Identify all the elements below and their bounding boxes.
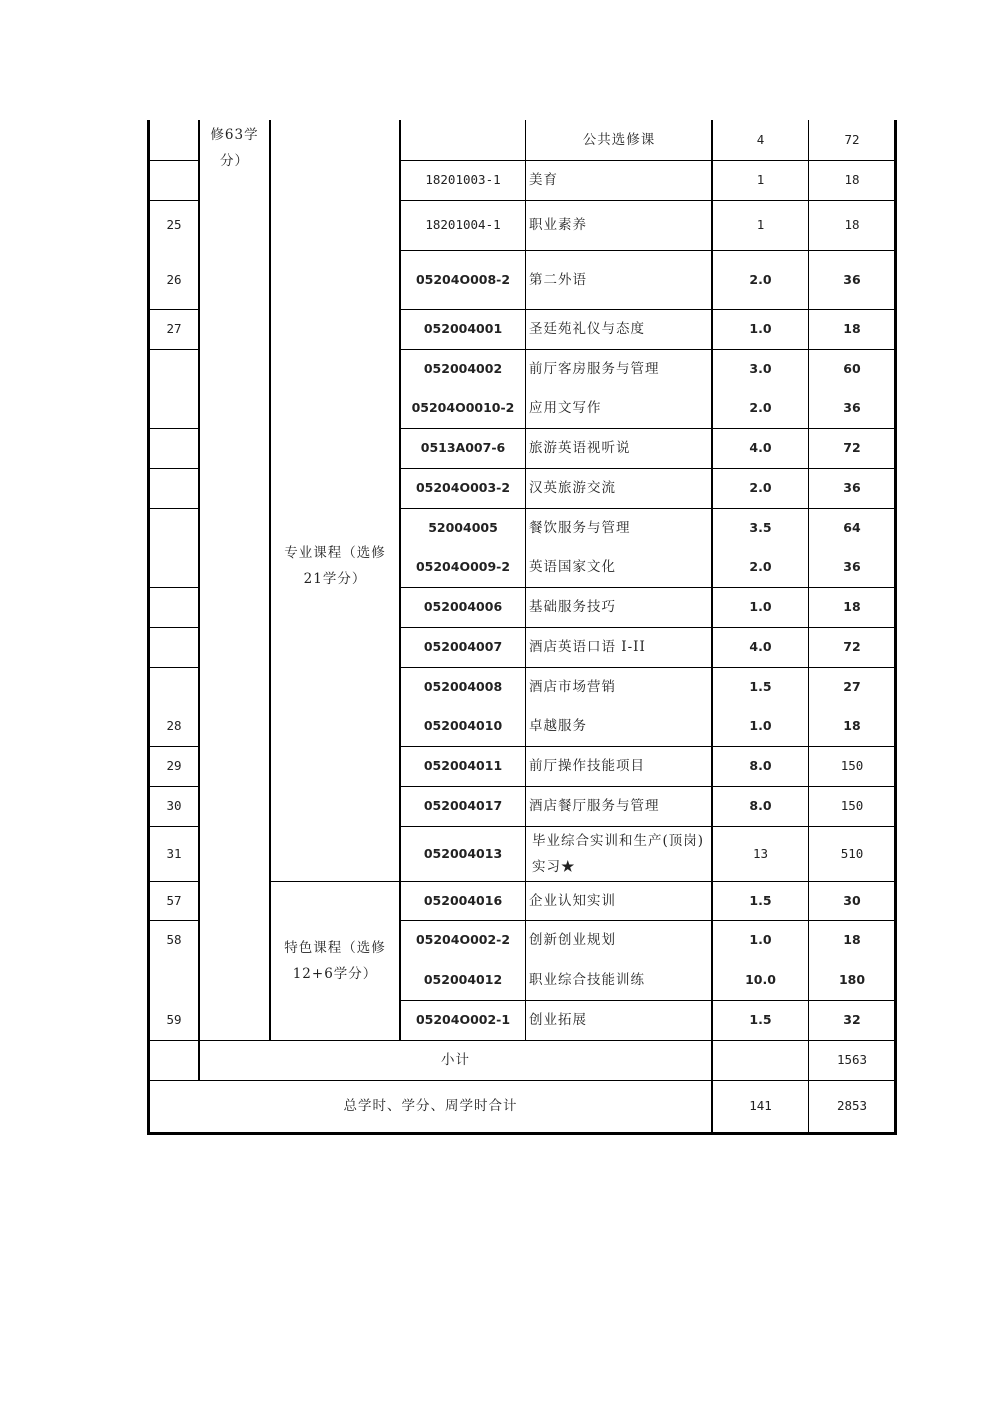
course-code: 18201004-1	[425, 217, 501, 232]
row-rule	[400, 508, 895, 509]
row-rule	[149, 309, 199, 310]
row-rule	[400, 826, 895, 827]
course-code: 05204O003-2	[415, 480, 511, 495]
credit-value: 13	[752, 845, 769, 861]
course-name: 酒店餐厅服务与管理	[529, 798, 660, 814]
hours-value: 180	[838, 972, 866, 987]
credit-value: 1.5	[749, 1012, 772, 1027]
column-rule	[711, 120, 713, 1132]
course-code: 05204O008-2	[415, 271, 511, 287]
course-code: 052004001	[423, 321, 503, 336]
row-number: 29	[166, 758, 182, 773]
row-number: 31	[166, 845, 182, 861]
hours-value: 36	[843, 271, 861, 287]
outer-bottom-border	[147, 1132, 897, 1135]
course-name: 第二外语	[529, 271, 587, 288]
credit-value: 2.0	[749, 400, 772, 415]
row-rule	[149, 468, 199, 469]
hours-value: 60	[843, 360, 861, 376]
course-code: 052004007	[423, 639, 503, 654]
hours-value: 18	[843, 599, 861, 614]
row-rule	[149, 508, 199, 509]
row-number: 59	[166, 1012, 182, 1027]
credit-value: 3.0	[749, 360, 772, 376]
group-label-required: 修63学分）	[210, 127, 259, 169]
course-code: 052004012	[423, 972, 503, 987]
credit-value: 1.5	[749, 892, 772, 908]
course-name: 圣廷苑礼仪与态度	[529, 321, 645, 337]
row-rule	[400, 1000, 895, 1001]
row-rule	[149, 428, 199, 429]
hours-value: 36	[843, 480, 861, 495]
row-rule	[400, 881, 895, 882]
row-rule	[400, 627, 895, 628]
row-number	[149, 627, 199, 667]
row-number: 58	[166, 932, 182, 947]
credit-value: 8.0	[749, 798, 772, 813]
course-name: 企业认知实训	[529, 892, 616, 909]
subtotal-hours: 1563	[836, 1052, 868, 1067]
row-rule	[400, 250, 895, 251]
hours-value: 64	[843, 519, 861, 535]
row-number	[149, 667, 199, 706]
hours-value: 150	[840, 798, 864, 813]
column-rule	[198, 120, 200, 1080]
row-number	[149, 547, 199, 587]
course-name: 职业素养	[529, 217, 587, 233]
course-code: 052004006	[423, 599, 503, 614]
total-hours: 2853	[836, 1098, 868, 1113]
course-name: 美育	[529, 172, 558, 188]
column-rule	[269, 120, 271, 1040]
row-rule	[149, 627, 199, 628]
course-name: 职业综合技能训练	[529, 972, 645, 988]
course-name: 汉英旅游交流	[529, 480, 616, 496]
group-label-special: 特色课程（选修12+6学分）	[284, 939, 386, 982]
row-number	[149, 388, 199, 428]
credit-value: 4.0	[749, 639, 772, 654]
row-number: 28	[166, 718, 182, 733]
credit-value: 1.0	[749, 932, 772, 947]
hours-value: 30	[843, 892, 861, 908]
credit-value: 3.5	[749, 519, 772, 535]
course-code: 0513A007-6	[420, 440, 506, 455]
row-rule	[149, 881, 199, 882]
hours-value: 18	[844, 217, 860, 232]
row-rule	[149, 826, 199, 827]
row-rule	[400, 786, 895, 787]
row-number: 30	[166, 798, 182, 813]
row-rule	[149, 1080, 895, 1081]
row-number	[149, 508, 199, 547]
row-rule	[400, 587, 895, 588]
credit-value: 10.0	[745, 972, 776, 987]
course-name: 公共选修课	[582, 132, 656, 148]
row-rule	[149, 587, 199, 588]
course-code: 05204O0010-2	[411, 400, 515, 415]
row-rule	[149, 920, 199, 921]
credit-value: 1.0	[749, 321, 772, 336]
row-rule	[400, 667, 895, 668]
course-name: 前厅客房服务与管理	[529, 360, 660, 377]
course-code: 05204O002-2	[415, 932, 511, 947]
credit-value: 2.0	[749, 480, 772, 495]
course-name: 应用文写作	[529, 400, 602, 416]
hours-value: 72	[844, 132, 860, 147]
hours-value: 18	[843, 932, 861, 947]
course-code: 052004017	[423, 798, 503, 813]
course-code: 052004013	[423, 845, 503, 861]
course-name: 毕业综合实训和生产(顶岗)实习★	[532, 832, 705, 875]
hours-value: 72	[843, 440, 861, 455]
row-rule	[149, 1040, 199, 1041]
column-rule	[399, 120, 401, 1040]
row-rule	[400, 160, 895, 161]
course-code	[400, 120, 526, 160]
row-rule	[400, 468, 895, 469]
row-rule	[400, 309, 895, 310]
row-rule	[400, 746, 895, 747]
credit-value: 4.0	[749, 440, 772, 455]
column-rule	[808, 120, 809, 1132]
credit-value: 2.0	[749, 271, 772, 287]
credit-value: 1.5	[749, 678, 772, 694]
credit-value: 8.0	[749, 758, 772, 773]
row-number	[149, 120, 199, 160]
column-rule	[525, 120, 526, 1040]
course-code: 052004008	[423, 678, 503, 694]
row-rule	[149, 349, 199, 350]
row-rule	[199, 1040, 895, 1041]
group-label-major: 专业课程（选修21学分）	[284, 544, 386, 587]
course-code: 05204O002-1	[415, 1012, 511, 1027]
subtotal-credit	[712, 1040, 809, 1080]
credit-value: 2.0	[749, 559, 772, 574]
course-name: 卓越服务	[529, 718, 587, 734]
hours-value: 150	[840, 758, 864, 773]
row-number	[149, 349, 199, 388]
hours-value: 27	[843, 678, 861, 694]
row-number	[149, 468, 199, 508]
row-rule	[149, 200, 199, 201]
row-number: 27	[166, 321, 182, 336]
total-label: 总学时、学分、周学时合计	[343, 1098, 518, 1114]
course-code: 18201003-1	[425, 172, 501, 187]
row-rule	[400, 349, 895, 350]
total-credit: 141	[749, 1098, 772, 1113]
course-code: 05204O009-2	[415, 559, 511, 574]
credit-value: 1.0	[749, 599, 772, 614]
course-code: 052004011	[423, 758, 503, 773]
row-rule	[149, 786, 199, 787]
credit-value: 4	[756, 132, 765, 147]
hours-value: 36	[843, 400, 861, 415]
row-rule	[400, 200, 895, 201]
course-code: 052004016	[423, 892, 503, 908]
course-name: 旅游英语视听说	[529, 440, 631, 456]
row-rule	[270, 881, 400, 882]
row-number	[149, 960, 199, 1000]
credit-value: 1	[756, 217, 765, 232]
row-rule	[400, 920, 895, 921]
hours-value: 72	[843, 639, 861, 654]
subtotal-label: 小计	[441, 1052, 470, 1068]
course-name: 创新创业规划	[529, 932, 616, 948]
course-name: 英语国家文化	[529, 559, 616, 575]
row-number	[149, 587, 199, 627]
row-rule	[149, 667, 199, 668]
course-name: 酒店英语口语 I-II	[529, 639, 646, 655]
course-name: 酒店市场营销	[529, 678, 616, 695]
row-number: 26	[166, 271, 182, 287]
course-code: 52004005	[428, 519, 498, 535]
course-name: 创业拓展	[529, 1012, 587, 1028]
credit-value: 1.0	[749, 718, 772, 733]
row-number	[149, 160, 199, 200]
row-rule	[149, 746, 199, 747]
hours-value: 510	[840, 845, 864, 861]
credit-value: 1	[756, 172, 765, 187]
row-rule	[400, 428, 895, 429]
row-number	[149, 428, 199, 468]
row-number: 57	[166, 892, 182, 908]
hours-value: 18	[844, 172, 860, 187]
course-name: 基础服务技巧	[529, 599, 616, 615]
course-name: 前厅操作技能项目	[529, 758, 645, 774]
course-code: 052004002	[423, 360, 503, 376]
hours-value: 36	[843, 559, 861, 574]
hours-value: 32	[843, 1012, 861, 1027]
hours-value: 18	[843, 718, 861, 733]
course-name: 餐饮服务与管理	[529, 519, 631, 536]
course-code: 052004010	[423, 718, 503, 733]
row-rule	[149, 160, 199, 161]
row-number: 25	[166, 217, 182, 232]
hours-value: 18	[843, 321, 861, 336]
